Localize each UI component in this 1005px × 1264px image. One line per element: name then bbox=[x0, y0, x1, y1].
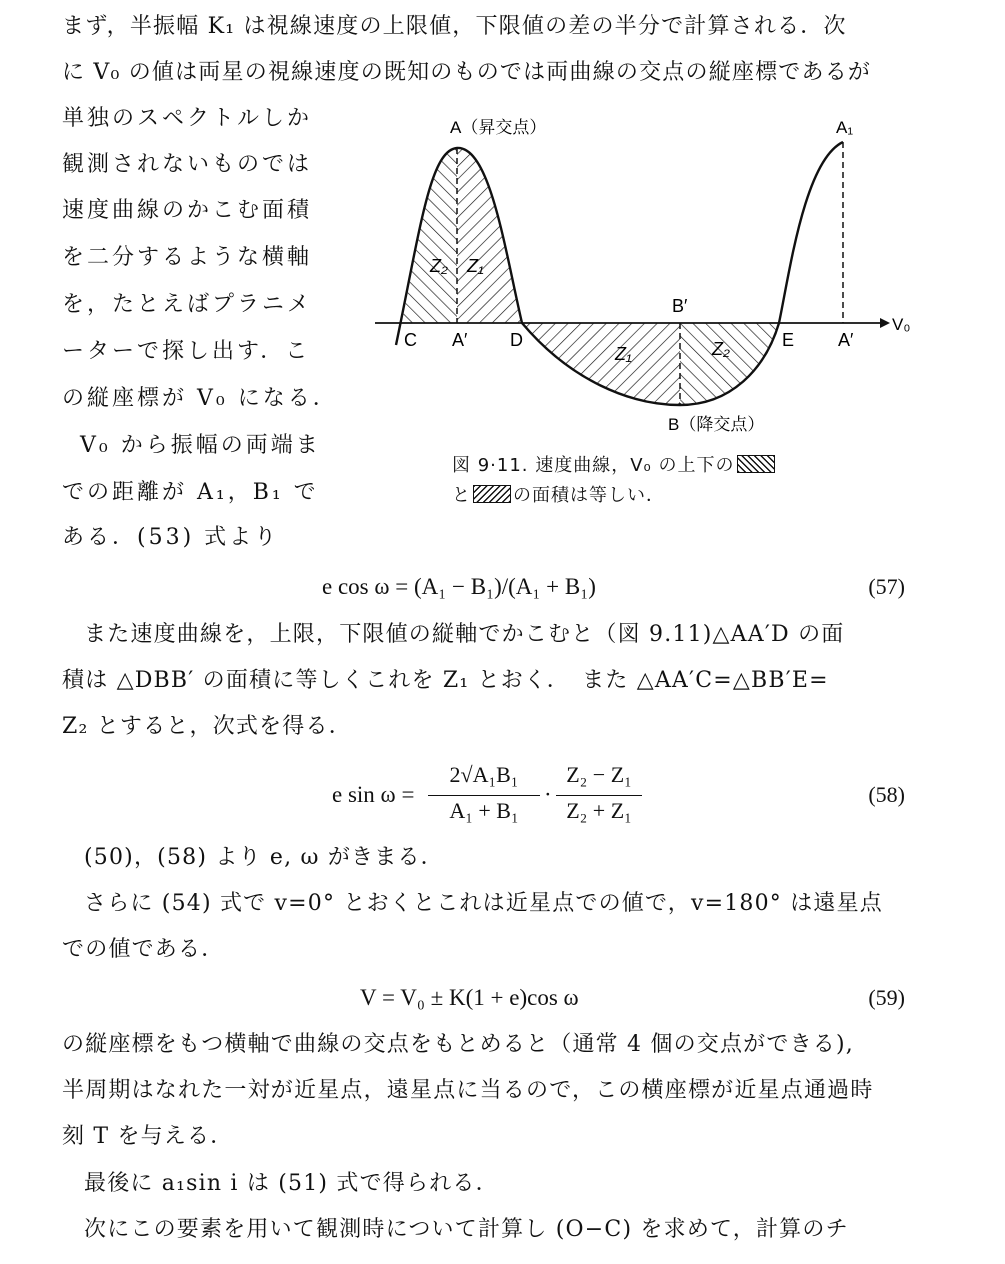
axis-arrow-icon bbox=[880, 318, 890, 328]
label-a-prime: A′ bbox=[452, 330, 468, 350]
wrapped-line: 単独のスペクトルしか bbox=[62, 106, 313, 131]
wrapped-line: 観測されないものでは bbox=[62, 152, 313, 177]
equation-59: V = V₀ ± K(1 + e)cos ω bbox=[360, 985, 579, 1010]
fraction-denominator: A₁ + B₁ bbox=[449, 798, 519, 823]
paragraph-line: での値である． bbox=[62, 937, 225, 962]
paragraph-line: 積は △DBB′ の面積に等しくこれを Z₁ とおく． また △AA′C=△BB′E= bbox=[62, 668, 829, 693]
paragraph-line: 半周期はなれた一対が近星点，遠星点に当るので，この横座標が近星点通過時 bbox=[62, 1078, 874, 1103]
fraction-numerator: 2√A₁B₁ bbox=[449, 762, 519, 787]
paragraph-line: 最後に a₁sin i は (51) 式で得られる． bbox=[84, 1171, 499, 1196]
caption-text: と bbox=[452, 485, 471, 506]
paragraph-line: (50)，(58) より e, ω がきまる． bbox=[84, 845, 444, 870]
wrapped-line: V₀ から振幅の両端ま bbox=[80, 433, 321, 458]
velocity-curve-figure bbox=[0, 0, 1005, 470]
wrapped-line: での距離が A₁，B₁ で bbox=[62, 480, 319, 505]
paragraph-line: Z₂ とすると，次式を得る． bbox=[62, 714, 352, 739]
label-a1: A₁ bbox=[836, 118, 854, 137]
caption-text: 図 9·11. 速度曲線，V₀ の上下の bbox=[452, 455, 735, 476]
equation-57: e cos ω = (A₁ − B₁)/(A₁ + B₁) bbox=[322, 574, 596, 599]
wrapped-line: 速度曲線のかこむ面積 bbox=[62, 198, 313, 223]
paragraph-line: に V₀ の値は両星の視線速度の既知のものでは両曲線の交点の縦座標であるが bbox=[62, 60, 872, 85]
label-z2-lower: Z₂ bbox=[712, 339, 730, 359]
hatch-forward-swatch bbox=[737, 455, 775, 473]
label-a-prime-2: A′ bbox=[838, 330, 854, 350]
fraction-bar bbox=[428, 795, 540, 796]
label-z1-lower: Z₁ bbox=[615, 344, 632, 364]
label-b: B（降交点） bbox=[668, 415, 765, 434]
wrapped-line: を二分するような横軸 bbox=[62, 245, 313, 270]
multiplication-dot: · bbox=[544, 782, 552, 807]
equation-number: (57) bbox=[868, 574, 905, 599]
fraction-bar bbox=[556, 795, 642, 796]
label-z2-upper: Z₂ bbox=[430, 256, 448, 276]
wrapped-line: ある．(53) 式より bbox=[62, 525, 280, 550]
label-v0: V₀ bbox=[892, 315, 911, 334]
wrapped-line: の縦座標が V₀ になる． bbox=[62, 386, 338, 411]
paragraph-line: まず，半振幅 K₁ は視線速度の上限値，下限値の差の半分で計算される．次 bbox=[62, 14, 847, 39]
paragraph-line: さらに (54) 式で v=0° とおくとこれは近星点での値で，v=180° は遠星点 bbox=[84, 891, 884, 916]
label-e: E bbox=[782, 330, 795, 350]
paragraph-line: 次にこの要素を用いて観測時について計算し (O−C) を求めて，計算のチ bbox=[84, 1217, 849, 1242]
hatch-backward-swatch bbox=[473, 485, 511, 503]
label-z1-upper: Z₁ bbox=[467, 256, 484, 276]
wrapped-line: ーターで探し出す．こ bbox=[62, 339, 311, 364]
fraction-denominator: Z₂ + Z₁ bbox=[566, 798, 632, 823]
paragraph-line: また速度曲線を，上限，下限値の縦軸でかこむと（図 9.11)△AA′D の面 bbox=[84, 622, 845, 647]
label-a: A（昇交点） bbox=[450, 118, 547, 137]
label-b-prime: B′ bbox=[672, 296, 688, 316]
caption-text: の面積は等しい． bbox=[513, 485, 665, 506]
paragraph-line: 刻 T を与える． bbox=[62, 1124, 234, 1149]
equation-58-lhs: e sin ω = bbox=[332, 782, 415, 807]
equation-number: (58) bbox=[868, 782, 905, 807]
paragraph-line: の縦座標をもつ横軸で曲線の交点をもとめると（通常 4 個の交点ができる), bbox=[62, 1032, 854, 1057]
equation-number: (59) bbox=[868, 985, 905, 1010]
fraction-numerator: Z₂ − Z₁ bbox=[566, 762, 632, 787]
figure-caption-line2 bbox=[452, 482, 665, 510]
label-c: C bbox=[404, 330, 417, 350]
figure-caption bbox=[452, 452, 777, 480]
label-d: D bbox=[510, 330, 523, 350]
wrapped-line: を，たとえばプラニメ bbox=[62, 292, 313, 317]
